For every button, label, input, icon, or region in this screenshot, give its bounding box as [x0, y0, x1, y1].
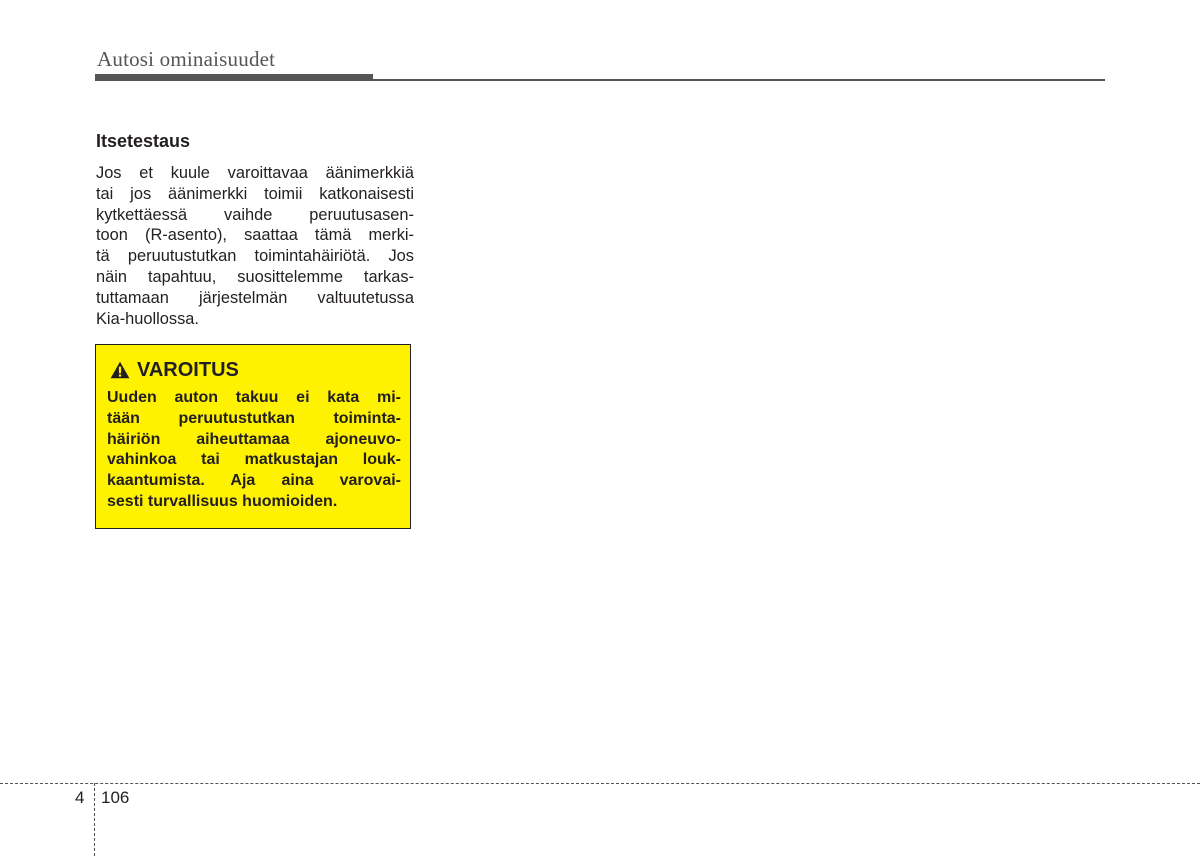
body-line: Jos et kuule varoittavaa äänimerkkiä: [96, 164, 414, 182]
body-line: näin tapahtuu, suosittelemme tarkas-: [96, 267, 414, 286]
body-line: toon (R-asento), saattaa tämä merki-: [96, 226, 414, 245]
warning-box: [95, 344, 411, 529]
body-line: tä peruutustutkan toimintahäiriötä. Jos: [96, 247, 414, 266]
page-section-number: 4: [75, 788, 85, 807]
warning-line: sesti turvallisuus huomioiden.: [107, 492, 338, 510]
warning-line: vahinkoa tai matkustajan louk-: [107, 451, 401, 469]
body-paragraph: [96, 163, 414, 329]
body-line: tuttamaan järjestelmän valtuutetussa: [96, 288, 414, 307]
warning-line: Uuden auton takuu ei kata mi-: [107, 389, 401, 406]
header-title: Autosi ominaisuudet: [97, 47, 276, 71]
footer-rule: [0, 783, 1200, 784]
warning-line: häiriön aiheuttamaa ajoneuvo-: [107, 430, 401, 448]
warning-text: [107, 388, 401, 513]
body-line: tai jos äänimerkki toimii katkonaisesti: [96, 184, 414, 203]
warning-line: tään peruutustutkan toiminta-: [107, 409, 401, 427]
body-line: Kia-huollossa.: [96, 309, 199, 328]
section-heading: Itsetestaus: [96, 131, 191, 151]
footer-divider: [94, 783, 95, 856]
warning-line: kaantumista. Aja aina varovai-: [107, 472, 401, 490]
warning-title: VAROITUS: [137, 358, 239, 381]
body-line: kytkettäessä vaihde peruutusasen-: [96, 205, 414, 224]
warning-header: [110, 357, 239, 383]
header-rule-accent: [95, 74, 373, 80]
warning-triangle-icon: [110, 361, 130, 379]
page-number: 106: [101, 788, 130, 807]
